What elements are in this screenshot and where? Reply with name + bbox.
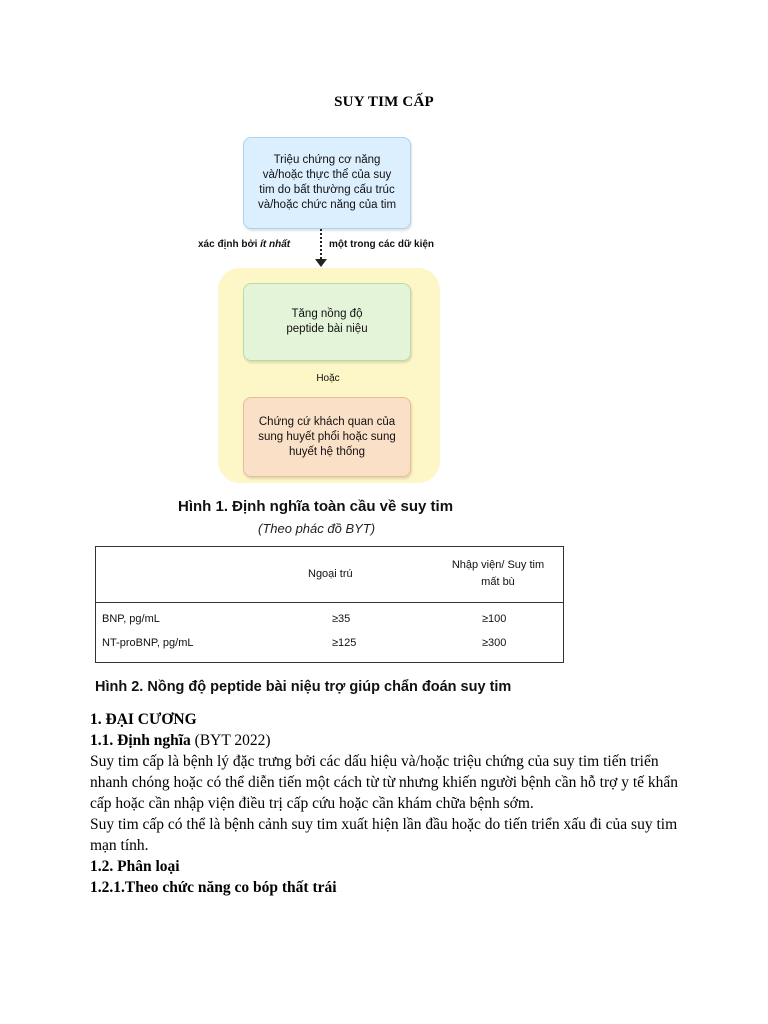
table-cell-bnp-outpatient: ≥35 [332,613,351,625]
symptoms-text: Triệu chứng cơ năng và/hoặc thực thể của suy tim do bất thường cấu trúc và/hoặc chức năng của tim [257,154,397,211]
definition-heading-line [90,730,690,751]
definition-source: (BYT 2022) [190,732,271,749]
table-cell-ntprobnp-label: NT-proBNP, pg/mL [102,637,194,649]
figure1-subcaption: (Theo phác đồ BYT) [258,521,376,536]
figure1-caption: Hình 1. Định nghĩa toàn cầu về suy tim [178,498,454,515]
connector-left-text: xác định bởi [198,239,261,250]
evidence-text: Chứng cứ khách quan của sung huyết phổi hoặc sung huyết hệ thống [258,415,396,458]
table-header-outpatient: Ngoại trú [308,568,353,580]
definition-heading: 1.1. Định nghĩa [90,732,191,749]
table-cell-bnp-label: BNP, pg/mL [102,613,160,625]
table-cell-ntprobnp-inpatient: ≥300 [482,637,507,649]
dotted-connector [320,229,322,259]
classification-subheading: 1.2.1.Theo chức năng co bóp thất trái [90,879,337,896]
connector-label-left [198,239,290,250]
table-cell-bnp-inpatient: ≥100 [482,613,507,625]
table-header-divider [96,602,563,603]
document-body [90,709,690,898]
figure2-caption: Hình 2. Nồng độ peptide bài niệu trợ giúp chẩn đoán suy tim [95,679,512,695]
onset-paragraph: Suy tim cấp có thể là bệnh cảnh suy tim xuất hiện lần đầu hoặc do tiến triển xấu đi của suy tim mạn tính. [90,816,678,854]
classification-heading: 1.2. Phân loại [90,858,180,875]
symptoms-box [243,137,411,229]
peptide-box [243,283,411,361]
evidence-box [243,397,411,477]
arrow-down-icon [315,259,327,267]
definition-paragraph: Suy tim cấp là bệnh lý đặc trưng bởi các dấu hiệu và/hoặc triệu chứng của suy tim tiến triển nhanh chóng hoặc có thể diễn tiến một cách từ từ nhưng khiến người bệnh cần hỗ trợ y tế khẩn cấp hoặc cần nhập viện điều trị cấp cứu hoặc cần khám chữa bệnh sớm. [90,753,679,812]
connector-emphasis: ít nhất [260,239,291,250]
table-header-inpatient: Nhập viện/ Suy tim mất bù [451,559,545,588]
peptide-threshold-table [95,546,564,663]
connector-label-right: một trong các dữ kiện [329,239,435,250]
peptide-text: Tăng nồng độ peptide bài niệu [286,308,368,335]
table-cell-ntprobnp-outpatient: ≥125 [332,637,357,649]
page-title: SUY TIM CẤP [334,94,434,110]
section-heading-overview: 1. ĐẠI CƯƠNG [90,711,197,728]
or-label: Hoặc [316,373,340,384]
